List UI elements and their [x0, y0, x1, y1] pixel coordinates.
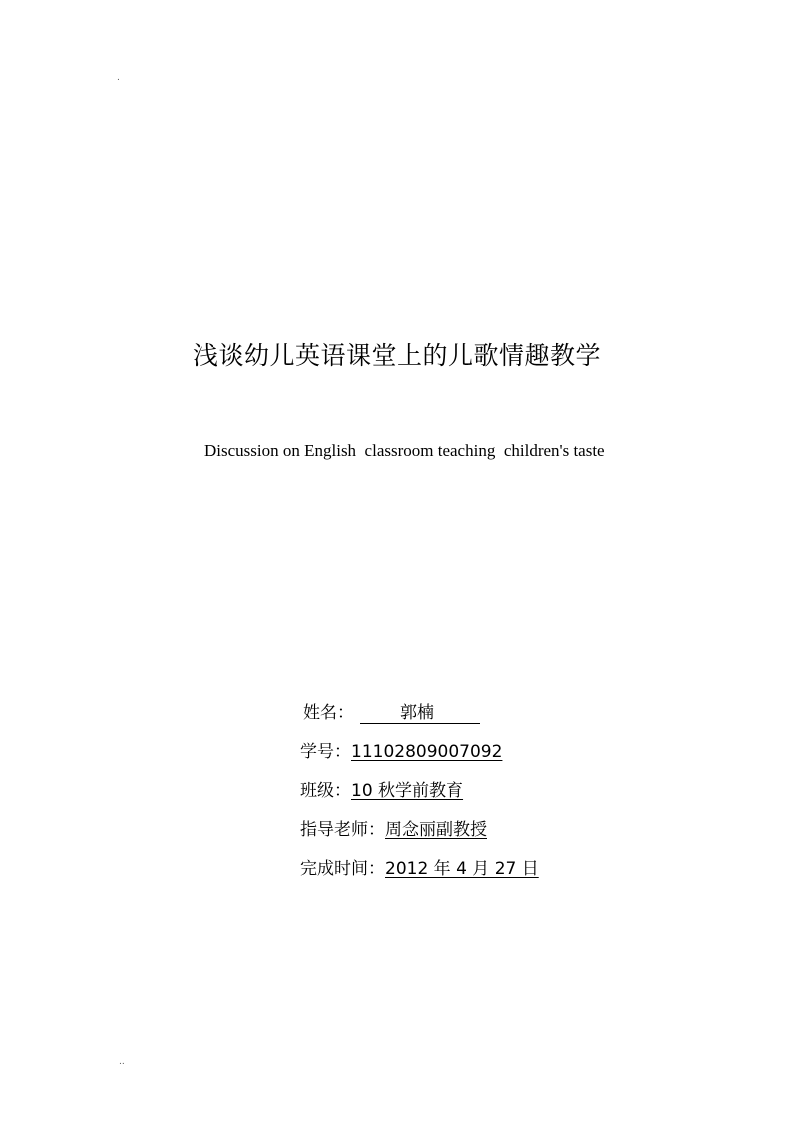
- name-row: [300, 700, 539, 739]
- name-label: 姓名：: [303, 703, 354, 723]
- document-title: 浅谈幼儿英语课堂上的儿歌情趣教学: [192, 341, 601, 370]
- advisor-row: [300, 817, 539, 856]
- student-id-label: 学号：: [300, 742, 351, 762]
- corner-mark-bottom: ..: [119, 1057, 125, 1067]
- document-subtitle-english: Discussion on English classroom teaching children's taste: [204, 441, 605, 460]
- student-id-row: [300, 739, 539, 778]
- completion-date-label: 完成时间：: [300, 859, 385, 879]
- advisor-label: 指导老师：: [300, 820, 385, 840]
- class-value: 10 秋学前教育: [351, 781, 464, 801]
- completion-date-row: [300, 856, 539, 895]
- completion-date-value: 2012 年 4 月 27 日: [385, 859, 539, 879]
- name-value: 郭楠: [360, 702, 480, 724]
- class-label: 班级：: [300, 781, 351, 801]
- class-row: [300, 778, 539, 817]
- author-info-block: [300, 700, 539, 895]
- advisor-value: 周念丽副教授: [385, 820, 487, 840]
- student-id-value: 11102809007092: [351, 742, 503, 762]
- corner-mark-top: .: [117, 73, 120, 83]
